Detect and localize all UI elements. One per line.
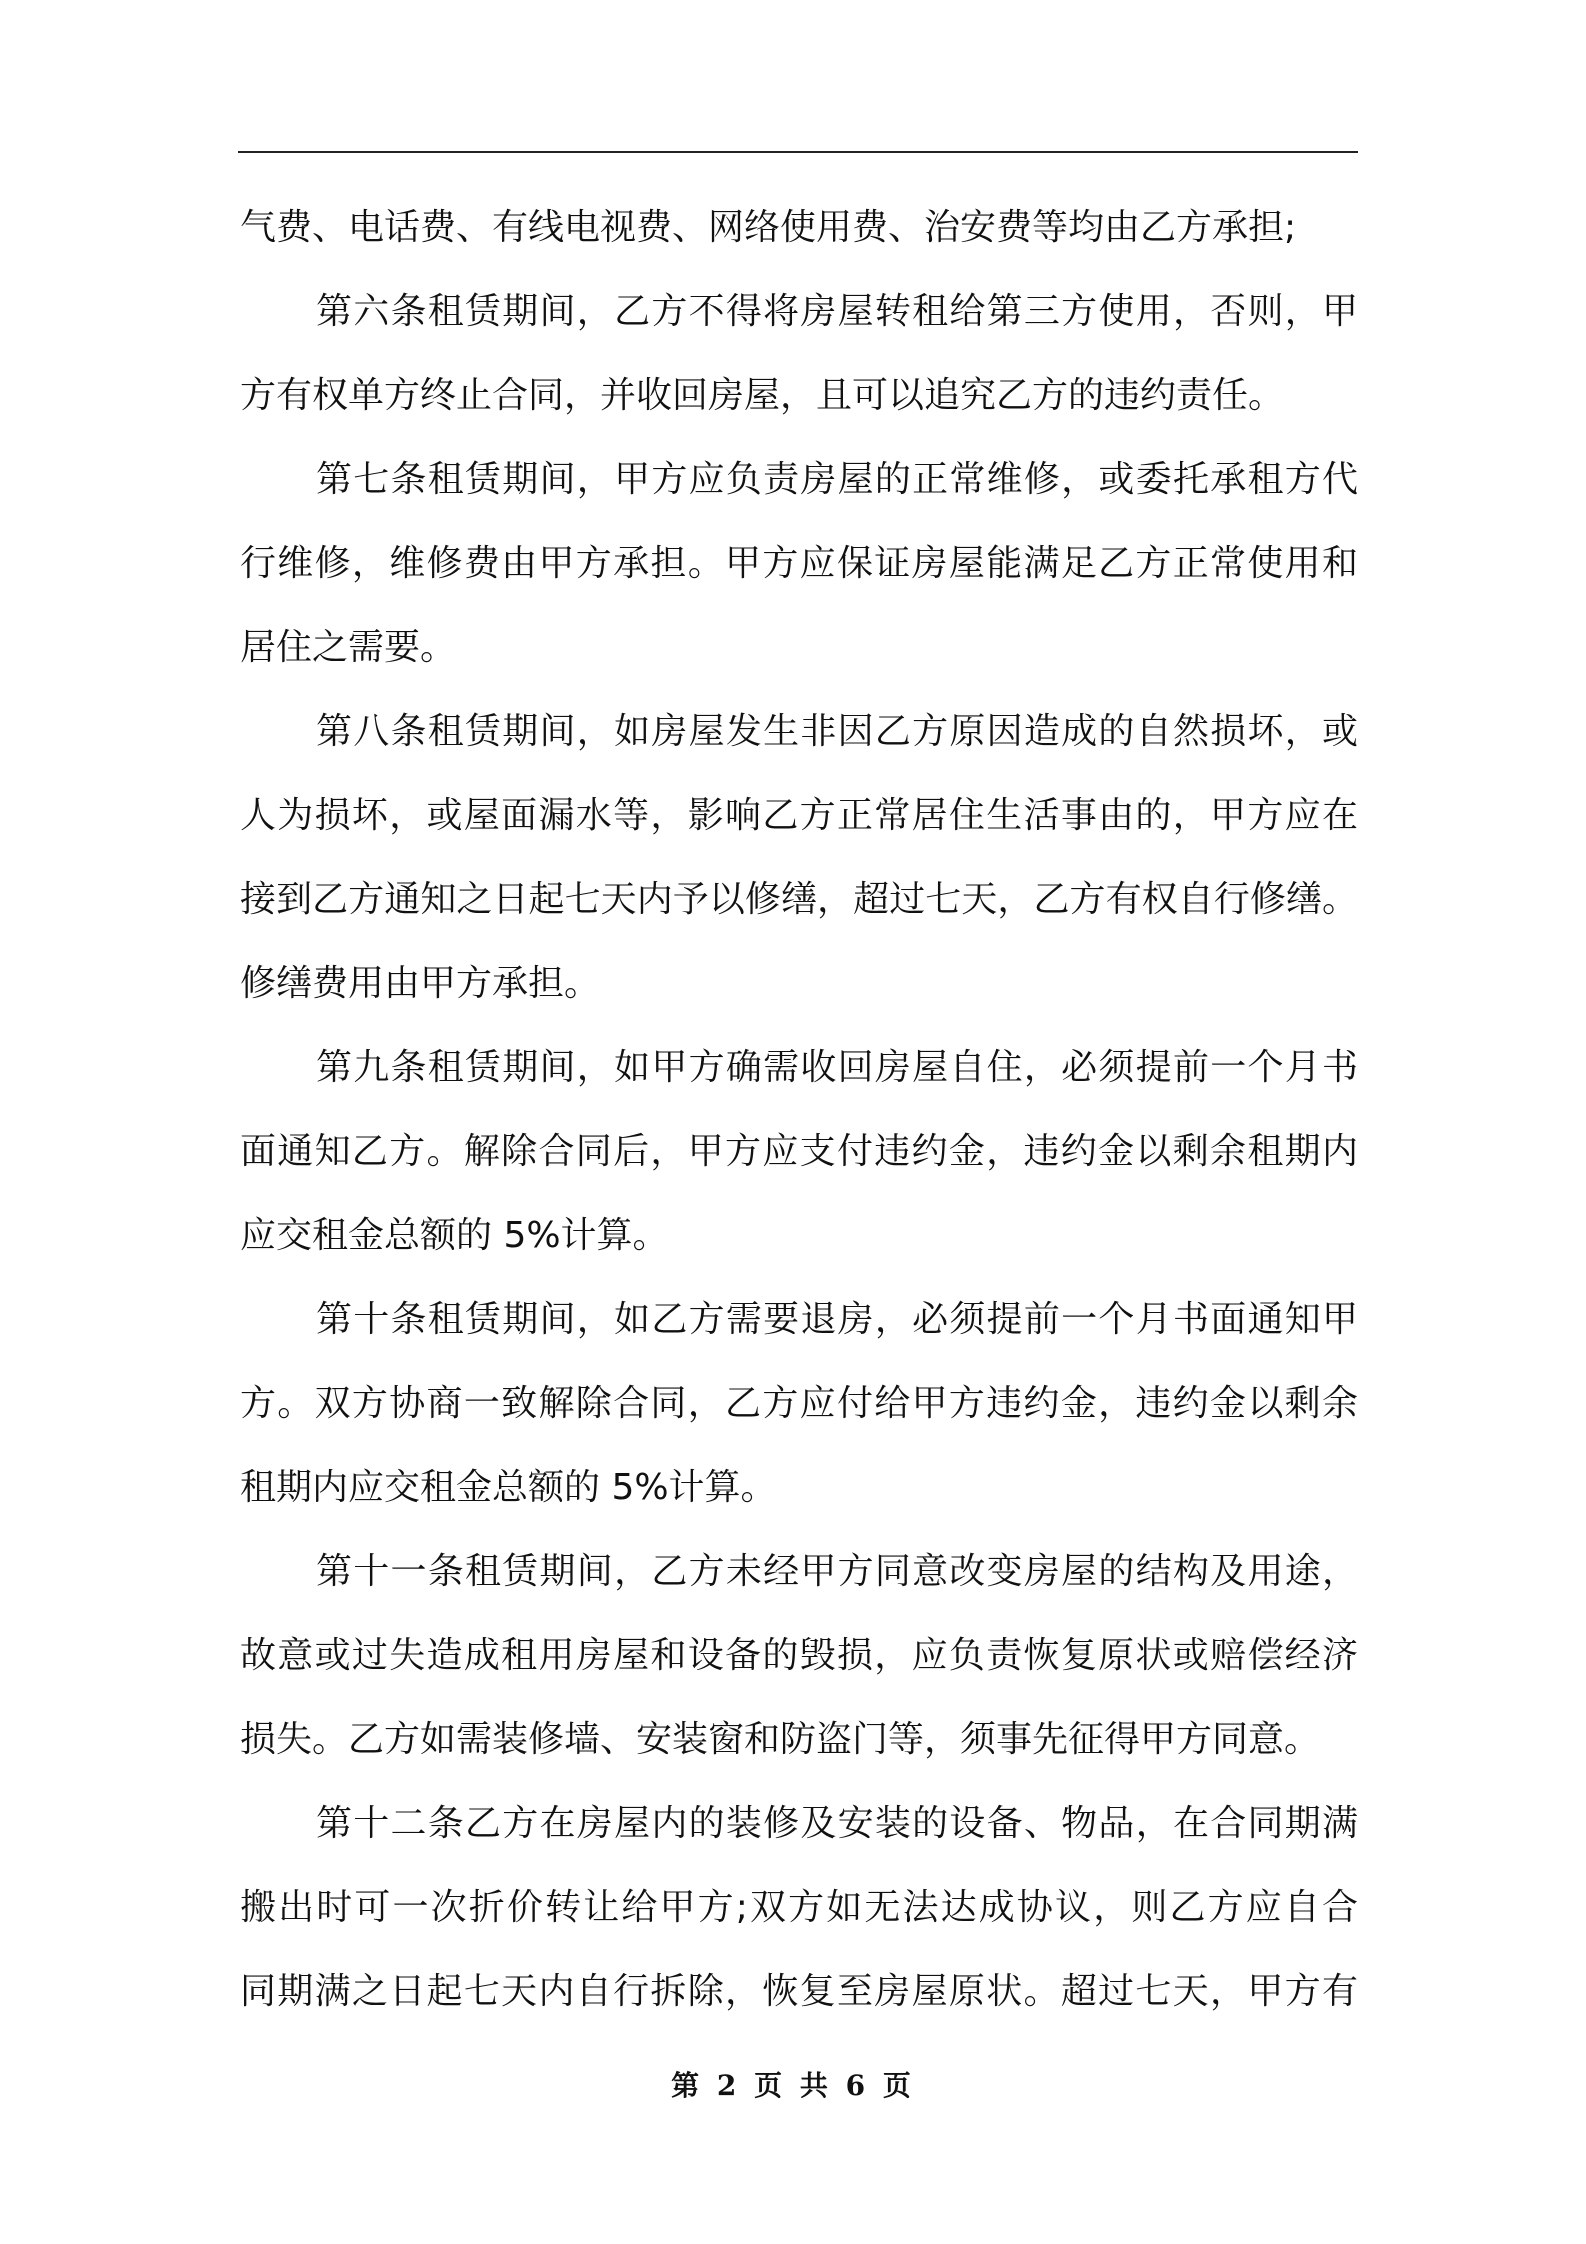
text-line: 同期满之日起七天内自行拆除，恢复至房屋原状。超过七天，甲方有 <box>240 1971 1358 2012</box>
text-line: 第十一条租赁期间，乙方未经甲方同意改变房屋的结构及用途， <box>316 1551 1358 1592</box>
text-line: 接到乙方通知之日起七天内予以修缮，超过七天，乙方有权自行修缮。 <box>240 879 1358 920</box>
text-line: 应交租金总额的 5%计算。 <box>240 1215 669 1256</box>
text-line: 气费、电话费、有线电视费、网络使用费、治安费等均由乙方承担; <box>240 207 1297 248</box>
text-line: 第十条租赁期间，如乙方需要退房，必须提前一个月书面通知甲 <box>316 1299 1358 1340</box>
document-body <box>240 186 1358 2034</box>
text-line: 损失。乙方如需装修墙、安装窗和防盗门等，须事先征得甲方同意。 <box>240 1719 1321 1760</box>
text-line: 修缮费用由甲方承担。 <box>240 963 601 1004</box>
text-line: 租期内应交租金总额的 5%计算。 <box>240 1467 777 1508</box>
text-line: 人为损坏，或屋面漏水等，影响乙方正常居住生活事由的，甲方应在 <box>240 795 1358 836</box>
text-line: 故意或过失造成租用房屋和设备的毁损，应负责恢复原状或赔偿经济 <box>240 1635 1358 1676</box>
text-line: 第九条租赁期间，如甲方确需收回房屋自住，必须提前一个月书 <box>316 1047 1358 1088</box>
text-line: 搬出时可一次折价转让给甲方;双方如无法达成协议，则乙方应自合 <box>240 1887 1358 1928</box>
text-line: 第七条租赁期间，甲方应负责房屋的正常维修，或委托承租方代 <box>316 459 1358 500</box>
header-rule <box>238 151 1358 153</box>
text-line: 第六条租赁期间，乙方不得将房屋转租给第三方使用，否则，甲 <box>316 291 1358 332</box>
text-line: 方有权单方终止合同，并收回房屋，且可以追究乙方的违约责任。 <box>240 375 1285 416</box>
text-line: 居住之需要。 <box>240 627 457 668</box>
text-line: 第八条租赁期间，如房屋发生非因乙方原因造成的自然损坏，或 <box>316 711 1358 752</box>
page-number-footer: 第 2 页 共 6 页 <box>671 2069 915 2102</box>
text-line: 面通知乙方。解除合同后，甲方应支付违约金，违约金以剩余租期内 <box>240 1131 1358 1172</box>
text-line: 第十二条乙方在房屋内的装修及安装的设备、物品，在合同期满 <box>316 1803 1358 1844</box>
text-line: 方。双方协商一致解除合同，乙方应付给甲方违约金，违约金以剩余 <box>240 1383 1358 1424</box>
text-line: 行维修，维修费由甲方承担。甲方应保证房屋能满足乙方正常使用和 <box>240 543 1358 584</box>
